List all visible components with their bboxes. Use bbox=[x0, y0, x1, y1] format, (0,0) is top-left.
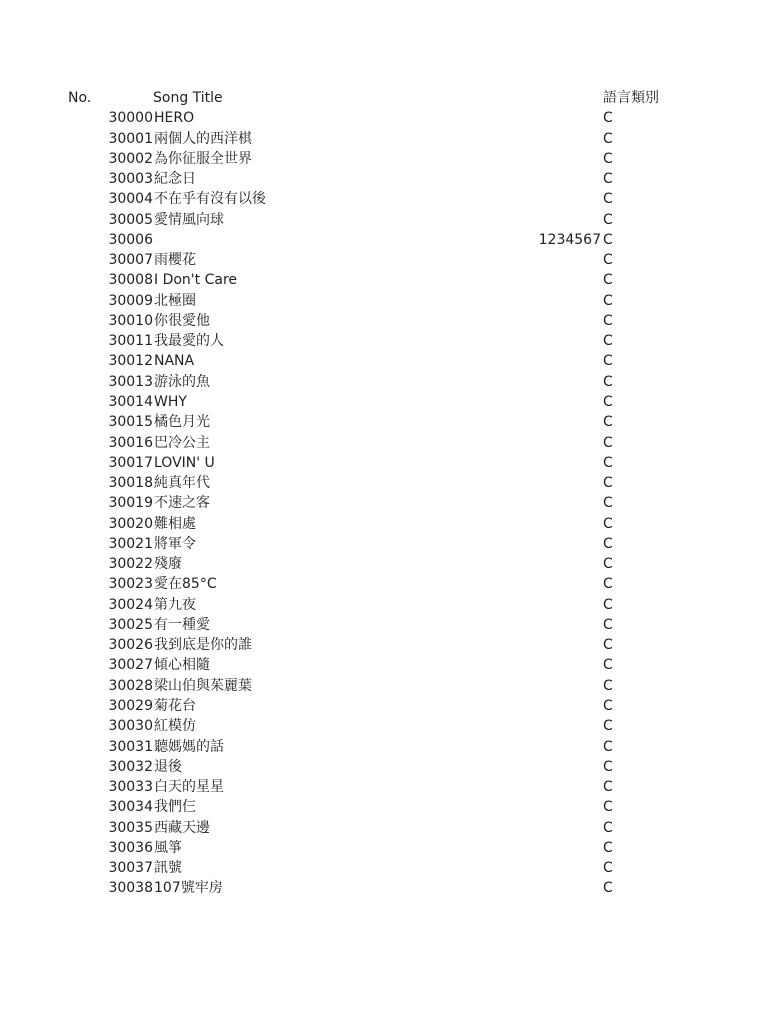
table-row bbox=[0, 818, 768, 838]
table-row bbox=[0, 189, 768, 209]
song-title: 西藏天邊 bbox=[154, 819, 210, 836]
song-title: LOVIN' U bbox=[154, 454, 215, 471]
song-language: C bbox=[603, 758, 613, 775]
song-number: 30014 bbox=[108, 393, 153, 410]
song-title: 將軍令 bbox=[154, 535, 196, 552]
song-rows bbox=[0, 108, 768, 898]
song-title: 雨櫻花 bbox=[154, 252, 196, 269]
song-language: C bbox=[603, 556, 613, 573]
song-language: C bbox=[603, 252, 613, 269]
table-row bbox=[0, 655, 768, 675]
table-row bbox=[0, 412, 768, 432]
song-title: 橘色月光 bbox=[154, 414, 210, 431]
song-number: 30003 bbox=[108, 171, 153, 188]
song-number: 30010 bbox=[108, 312, 153, 329]
song-number: 30038 bbox=[108, 880, 153, 897]
song-number: 30021 bbox=[108, 535, 153, 552]
song-number: 30004 bbox=[108, 191, 153, 208]
table-row bbox=[0, 615, 768, 635]
song-title: 愛情風向球 bbox=[154, 211, 224, 228]
song-number: 30034 bbox=[108, 799, 153, 816]
song-title: 不在乎有沒有以後 bbox=[154, 191, 266, 208]
song-number: 30032 bbox=[108, 758, 153, 775]
song-title: 北極圈 bbox=[154, 292, 196, 309]
table-row bbox=[0, 331, 768, 351]
song-number: 30019 bbox=[108, 495, 153, 512]
song-number: 30002 bbox=[108, 150, 153, 167]
song-title: 107號牢房 bbox=[154, 880, 223, 897]
song-language: C bbox=[603, 150, 613, 167]
song-number: 30018 bbox=[108, 475, 153, 492]
song-number: 30033 bbox=[108, 779, 153, 796]
table-row bbox=[0, 757, 768, 777]
table-row bbox=[0, 493, 768, 513]
song-number: 30030 bbox=[108, 718, 153, 735]
table-row bbox=[0, 514, 768, 534]
song-title: 兩個人的西洋棋 bbox=[154, 130, 252, 147]
table-row bbox=[0, 270, 768, 290]
song-language: C bbox=[603, 475, 613, 492]
song-title: 你很愛他 bbox=[154, 312, 210, 329]
song-title: 傾心相隨 bbox=[154, 657, 210, 674]
song-number: 30005 bbox=[108, 211, 153, 228]
song-language: C bbox=[603, 211, 613, 228]
song-title: 紀念日 bbox=[154, 171, 196, 188]
song-title: 紅模仿 bbox=[154, 718, 196, 735]
song-number: 30006 bbox=[108, 231, 153, 248]
song-number: 30031 bbox=[108, 738, 153, 755]
column-header-song-title: Song Title bbox=[153, 90, 223, 106]
song-number: 30009 bbox=[108, 292, 153, 309]
song-number: 30035 bbox=[108, 819, 153, 836]
song-title: HERO bbox=[154, 110, 195, 127]
song-number: 30012 bbox=[108, 353, 153, 370]
song-number: 30022 bbox=[108, 556, 153, 573]
song-language: C bbox=[603, 515, 613, 532]
song-title: 訊號 bbox=[154, 860, 182, 877]
song-number: 30015 bbox=[108, 414, 153, 431]
song-title: 游泳的魚 bbox=[154, 373, 210, 390]
table-row bbox=[0, 696, 768, 716]
song-language: C bbox=[603, 677, 613, 694]
song-title: 有一種愛 bbox=[154, 616, 210, 633]
song-language: C bbox=[603, 191, 613, 208]
song-title: 白天的星星 bbox=[154, 779, 224, 796]
song-number: 30037 bbox=[108, 860, 153, 877]
song-language: C bbox=[603, 495, 613, 512]
song-title: 菊花台 bbox=[154, 697, 196, 714]
song-title: 梁山伯與茱麗葉 bbox=[154, 677, 252, 694]
song-title: 我最愛的人 bbox=[154, 333, 224, 350]
song-title: 不速之客 bbox=[154, 495, 210, 512]
header-row bbox=[0, 88, 768, 108]
song-extra: 1234567 bbox=[538, 231, 601, 248]
song-language: C bbox=[603, 454, 613, 471]
song-language: C bbox=[603, 333, 613, 350]
song-language: C bbox=[603, 596, 613, 613]
song-title: 我到底是你的誰 bbox=[154, 637, 252, 654]
table-row bbox=[0, 473, 768, 493]
song-title: WHY bbox=[154, 393, 187, 410]
song-title: 難相處 bbox=[154, 515, 196, 532]
song-title: 愛在85°C bbox=[154, 576, 217, 593]
column-header-language: 語言類別 bbox=[603, 90, 659, 106]
table-row bbox=[0, 554, 768, 574]
song-language: C bbox=[603, 312, 613, 329]
song-language: C bbox=[603, 860, 613, 877]
table-row bbox=[0, 635, 768, 655]
song-number: 30025 bbox=[108, 616, 153, 633]
table-row bbox=[0, 230, 768, 250]
table-row bbox=[0, 129, 768, 149]
table-row bbox=[0, 392, 768, 412]
song-number: 30007 bbox=[108, 252, 153, 269]
song-language: C bbox=[603, 353, 613, 370]
table-row bbox=[0, 311, 768, 331]
song-number: 30020 bbox=[108, 515, 153, 532]
table-row bbox=[0, 858, 768, 878]
table-row bbox=[0, 210, 768, 230]
table-row bbox=[0, 372, 768, 392]
song-language: C bbox=[603, 819, 613, 836]
song-list-sheet bbox=[0, 88, 768, 899]
song-title: 第九夜 bbox=[154, 596, 196, 613]
song-language: C bbox=[603, 414, 613, 431]
song-language: C bbox=[603, 576, 613, 593]
song-number: 30016 bbox=[108, 434, 153, 451]
song-number: 30013 bbox=[108, 373, 153, 390]
song-language: C bbox=[603, 880, 613, 897]
song-language: C bbox=[603, 292, 613, 309]
song-title: 我們仨 bbox=[154, 799, 196, 816]
song-language: C bbox=[603, 637, 613, 654]
song-title: 風箏 bbox=[154, 839, 182, 856]
song-number: 30028 bbox=[108, 677, 153, 694]
table-row bbox=[0, 574, 768, 594]
song-number: 30011 bbox=[108, 333, 153, 350]
song-number: 30000 bbox=[108, 110, 153, 127]
song-language: C bbox=[603, 231, 613, 248]
song-language: C bbox=[603, 657, 613, 674]
song-number: 30001 bbox=[108, 130, 153, 147]
song-language: C bbox=[603, 616, 613, 633]
table-row bbox=[0, 351, 768, 371]
song-number: 30023 bbox=[108, 576, 153, 593]
table-row bbox=[0, 595, 768, 615]
song-number: 30017 bbox=[108, 454, 153, 471]
song-language: C bbox=[603, 718, 613, 735]
song-title: 聽媽媽的話 bbox=[154, 738, 224, 755]
song-number: 30024 bbox=[108, 596, 153, 613]
song-language: C bbox=[603, 799, 613, 816]
song-title: 巴冷公主 bbox=[154, 434, 210, 451]
table-row bbox=[0, 838, 768, 858]
song-title: 退後 bbox=[154, 758, 182, 775]
song-title: 為你征服全世界 bbox=[154, 150, 252, 167]
song-title: 殘廢 bbox=[154, 556, 182, 573]
song-number: 30026 bbox=[108, 637, 153, 654]
song-language: C bbox=[603, 779, 613, 796]
table-row bbox=[0, 716, 768, 736]
song-language: C bbox=[603, 535, 613, 552]
song-language: C bbox=[603, 110, 613, 127]
song-number: 30036 bbox=[108, 839, 153, 856]
song-language: C bbox=[603, 272, 613, 289]
table-row bbox=[0, 737, 768, 757]
song-title: 純真年代 bbox=[154, 475, 210, 492]
table-row bbox=[0, 149, 768, 169]
song-language: C bbox=[603, 434, 613, 451]
song-language: C bbox=[603, 839, 613, 856]
song-language: C bbox=[603, 738, 613, 755]
song-title: I Don't Care bbox=[154, 272, 238, 289]
table-row bbox=[0, 797, 768, 817]
song-title: NANA bbox=[154, 353, 195, 370]
song-language: C bbox=[603, 393, 613, 410]
song-language: C bbox=[603, 373, 613, 390]
table-row bbox=[0, 169, 768, 189]
table-row bbox=[0, 777, 768, 797]
table-row bbox=[0, 676, 768, 696]
song-language: C bbox=[603, 171, 613, 188]
table-row bbox=[0, 878, 768, 898]
table-row bbox=[0, 453, 768, 473]
song-language: C bbox=[603, 130, 613, 147]
table-row bbox=[0, 291, 768, 311]
table-row bbox=[0, 250, 768, 270]
song-language: C bbox=[603, 697, 613, 714]
table-row bbox=[0, 433, 768, 453]
song-number: 30027 bbox=[108, 657, 153, 674]
table-row bbox=[0, 534, 768, 554]
table-row bbox=[0, 108, 768, 128]
song-number: 30029 bbox=[108, 697, 153, 714]
song-number: 30008 bbox=[108, 272, 153, 289]
column-header-no: No. bbox=[68, 90, 92, 106]
